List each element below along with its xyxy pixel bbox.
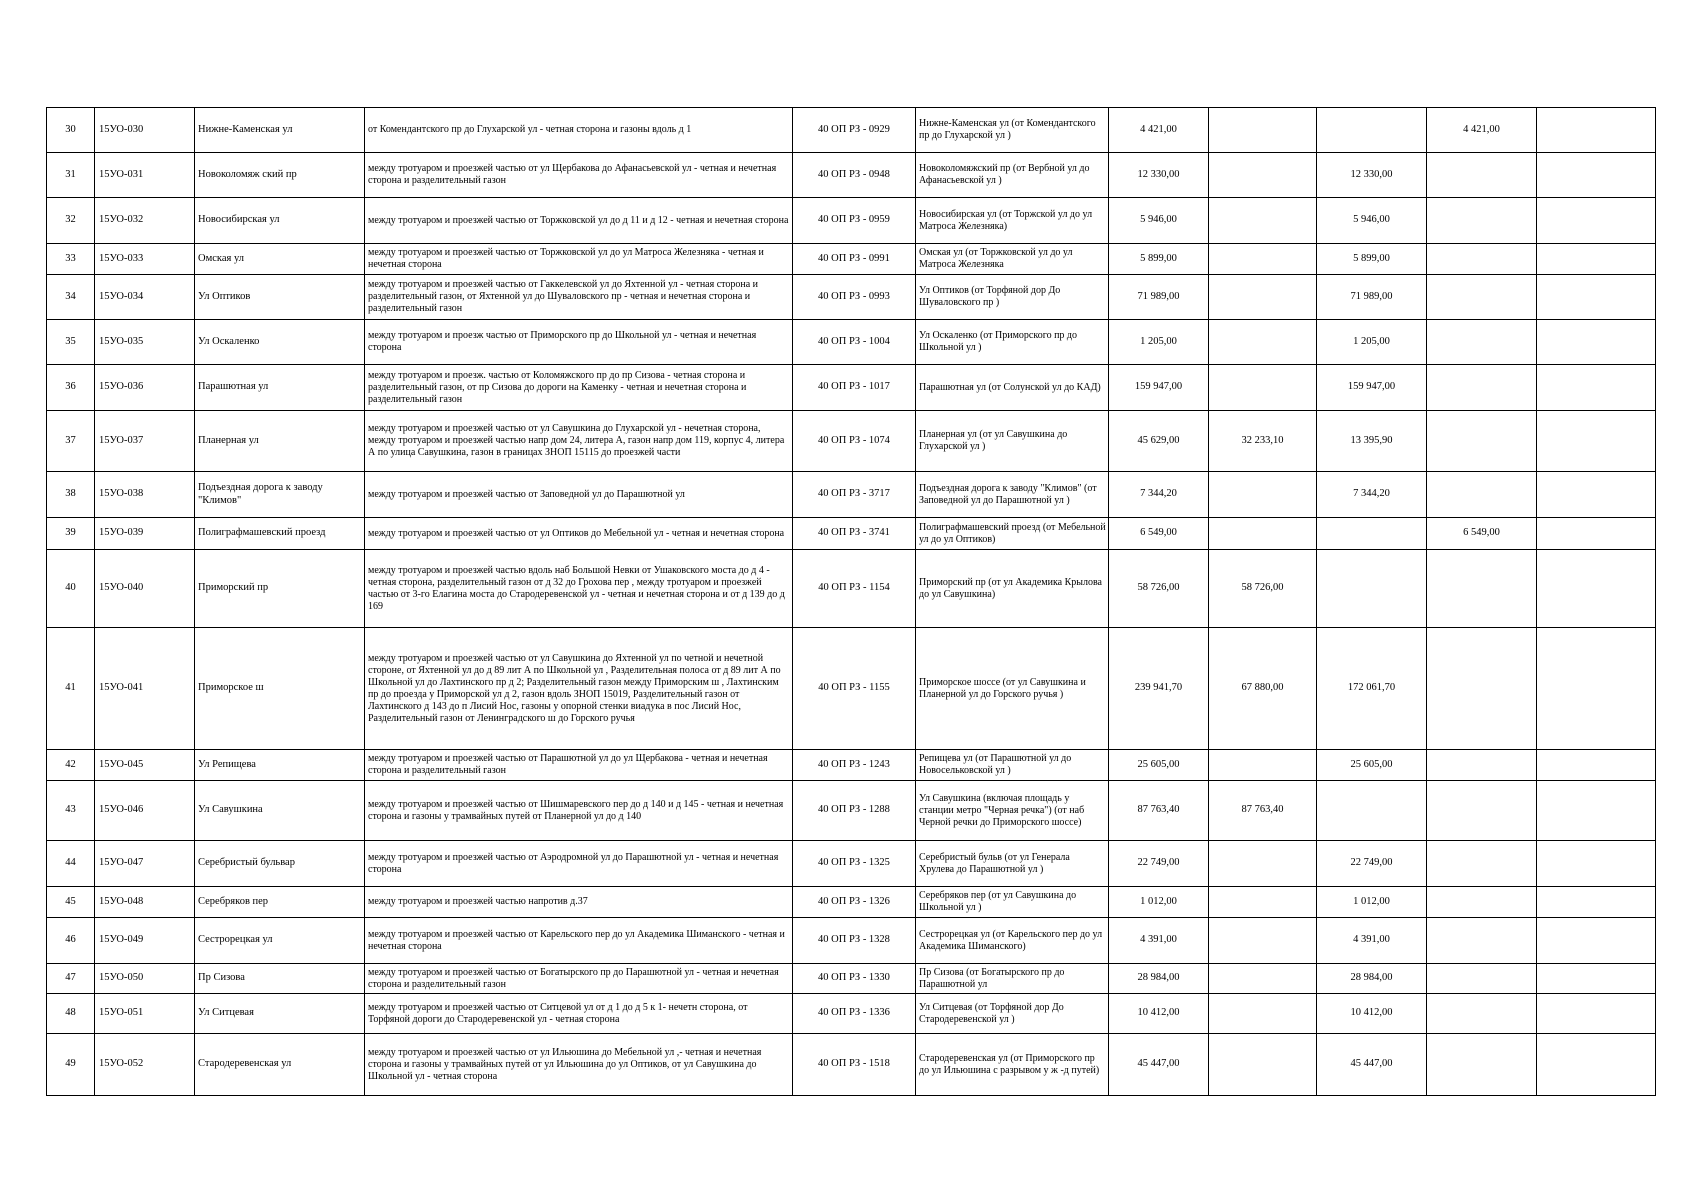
table-row <box>47 994 1656 1034</box>
total-area-cell: 87 763,40 <box>1109 781 1209 841</box>
row-number-cell: 35 <box>47 320 95 365</box>
area-value-cell-1 <box>1209 841 1317 887</box>
area-description-cell: между тротуаром и проезжей частью от Парашютной ул до ул Щербакова - четная и нечетная сторона и разделительный газон <box>365 750 793 781</box>
total-area-cell: 71 989,00 <box>1109 275 1209 320</box>
area-description-cell: между тротуаром и проезжей частью напротив д.37 <box>365 887 793 918</box>
area-value-cell-4 <box>1537 994 1656 1034</box>
street-name-cell: Новоколомяж ский пр <box>195 153 365 198</box>
total-area-cell: 45 629,00 <box>1109 411 1209 472</box>
area-value-cell-3 <box>1427 153 1537 198</box>
area-value-cell-1 <box>1209 994 1317 1034</box>
area-value-cell-2: 10 412,00 <box>1317 994 1427 1034</box>
object-code-cell: 15УО-050 <box>95 964 195 994</box>
area-value-cell-1 <box>1209 198 1317 244</box>
road-object-cell: Ул Оптиков (от Торфяной дор До Шуваловского пр ) <box>916 275 1109 320</box>
area-value-cell-4 <box>1537 108 1656 153</box>
area-value-cell-2 <box>1317 781 1427 841</box>
street-name-cell: Нижне-Каменская ул <box>195 108 365 153</box>
area-value-cell-4 <box>1537 153 1656 198</box>
area-value-cell-2: 159 947,00 <box>1317 365 1427 411</box>
street-name-cell: Ул Оскаленко <box>195 320 365 365</box>
area-description-cell: между тротуаром и проезжей частью от Торжковской ул до ул Матроса Железняка - четная и нечетная сторона <box>365 244 793 275</box>
area-description-cell: между тротуаром и проезжей частью от Богатырского пр до Парашютной ул - четная и нечетная сторона и разделительный газон <box>365 964 793 994</box>
row-number-cell: 34 <box>47 275 95 320</box>
area-value-cell-2: 1 205,00 <box>1317 320 1427 365</box>
area-value-cell-1 <box>1209 365 1317 411</box>
table-row <box>47 628 1656 750</box>
road-object-cell: Планерная ул (от ул Савушкина до Глухарской ул ) <box>916 411 1109 472</box>
area-description-cell: между тротуаром и проезж частью от Приморского пр до Школьной ул - четная и нечетная сторона <box>365 320 793 365</box>
street-name-cell: Сестрорецкая ул <box>195 918 365 964</box>
area-value-cell-3 <box>1427 964 1537 994</box>
street-name-cell: Приморский пр <box>195 550 365 628</box>
object-code-cell: 15УО-036 <box>95 365 195 411</box>
area-value-cell-4 <box>1537 244 1656 275</box>
area-value-cell-4 <box>1537 411 1656 472</box>
area-value-cell-4 <box>1537 198 1656 244</box>
area-value-cell-1 <box>1209 1034 1317 1096</box>
table-row <box>47 244 1656 275</box>
area-value-cell-2: 45 447,00 <box>1317 1034 1427 1096</box>
road-object-cell: Серебристый бульв (от ул Генерала Хрулева до Парашютной ул ) <box>916 841 1109 887</box>
area-value-cell-2: 28 984,00 <box>1317 964 1427 994</box>
area-value-cell-2: 25 605,00 <box>1317 750 1427 781</box>
area-value-cell-3 <box>1427 1034 1537 1096</box>
total-area-cell: 10 412,00 <box>1109 994 1209 1034</box>
row-number-cell: 37 <box>47 411 95 472</box>
street-name-cell: Омская ул <box>195 244 365 275</box>
document-sheet <box>46 107 1655 1096</box>
area-value-cell-2: 5 946,00 <box>1317 198 1427 244</box>
street-name-cell: Ул Ситцевая <box>195 994 365 1034</box>
area-value-cell-4 <box>1537 550 1656 628</box>
row-number-cell: 43 <box>47 781 95 841</box>
object-code-cell: 15УО-032 <box>95 198 195 244</box>
object-code-cell: 15УО-046 <box>95 781 195 841</box>
area-value-cell-1: 87 763,40 <box>1209 781 1317 841</box>
object-code-cell: 15УО-048 <box>95 887 195 918</box>
area-description-cell: между тротуаром и проезжей частью от ул Савушкина до Яхтенной ул по четной и нечетной стороне, от Яхтенной ул до д 89 лит А по Школьной ул , Разделительная полоса от д 89 лит А по Школьной ул до Лахтинского пр д 2; Разделительный газон между Приморским ш , Лахтинским пр до проезда у Приморской ул д 2, газон вдоль ЗНОП 15019, Разделительный газон от Лахтинского д 143 до п Лисий Нос, газоны у опорной стенки виадука в пос Лисий Нос, Разделительный газон от Ленинградского ш до Горского ручья <box>365 628 793 750</box>
row-number-cell: 38 <box>47 472 95 518</box>
road-object-cell: Пр Сизова (от Богатырского пр до Парашютной ул <box>916 964 1109 994</box>
registry-number-cell: 40 ОП РЗ - 1004 <box>793 320 916 365</box>
table-row <box>47 550 1656 628</box>
area-value-cell-3 <box>1427 887 1537 918</box>
area-value-cell-1: 32 233,10 <box>1209 411 1317 472</box>
area-value-cell-3 <box>1427 275 1537 320</box>
area-value-cell-2: 12 330,00 <box>1317 153 1427 198</box>
area-value-cell-4 <box>1537 918 1656 964</box>
area-value-cell-4 <box>1537 1034 1656 1096</box>
area-description-cell: между тротуаром и проезжей частью от Ситцевой ул от д 1 до д 5 к 1- нечетн сторона, от Торфяной дороги до Стародеревенской ул - четная сторона <box>365 994 793 1034</box>
object-code-cell: 15УО-045 <box>95 750 195 781</box>
area-value-cell-1 <box>1209 153 1317 198</box>
area-value-cell-3 <box>1427 918 1537 964</box>
street-name-cell: Приморское ш <box>195 628 365 750</box>
object-code-cell: 15УО-030 <box>95 108 195 153</box>
street-name-cell: Пр Сизова <box>195 964 365 994</box>
table-row <box>47 918 1656 964</box>
street-name-cell: Подъездная дорога к заводу "Климов" <box>195 472 365 518</box>
area-value-cell-1 <box>1209 244 1317 275</box>
street-name-cell: Ул Савушкина <box>195 781 365 841</box>
area-value-cell-3 <box>1427 750 1537 781</box>
object-code-cell: 15УО-051 <box>95 994 195 1034</box>
registry-number-cell: 40 ОП РЗ - 1243 <box>793 750 916 781</box>
street-name-cell: Ул Оптиков <box>195 275 365 320</box>
area-value-cell-2: 7 344,20 <box>1317 472 1427 518</box>
street-name-cell: Серебристый бульвар <box>195 841 365 887</box>
registry-number-cell: 40 ОП РЗ - 1155 <box>793 628 916 750</box>
area-description-cell: между тротуаром и проезжей частью от Торжковской ул до д 11 и д 12 - четная и нечетная сторона <box>365 198 793 244</box>
registry-number-cell: 40 ОП РЗ - 0948 <box>793 153 916 198</box>
area-value-cell-4 <box>1537 518 1656 550</box>
area-description-cell: между тротуаром и проезжей частью от ул Савушкина до Глухарской ул - нечетная сторона, между тротуаром и проезжей частью напр дом 24, литера А, газон напр дом 119, корпус 4, литера А по улица Савушкина, газон в границах ЗНОП 15115 до проезжей части <box>365 411 793 472</box>
area-value-cell-1 <box>1209 918 1317 964</box>
total-area-cell: 239 941,70 <box>1109 628 1209 750</box>
road-object-cell: Сестрорецкая ул (от Карельского пер до ул Академика Шиманского) <box>916 918 1109 964</box>
area-description-cell: между тротуаром и проезжей частью от Заповедной ул до Парашютной ул <box>365 472 793 518</box>
area-value-cell-2: 5 899,00 <box>1317 244 1427 275</box>
road-object-cell: Серебряков пер (от ул Савушкина до Школьной ул ) <box>916 887 1109 918</box>
road-object-cell: Ул Ситцевая (от Торфяной дор До Стародеревенской ул ) <box>916 994 1109 1034</box>
area-value-cell-2: 4 391,00 <box>1317 918 1427 964</box>
row-number-cell: 48 <box>47 994 95 1034</box>
area-value-cell-3 <box>1427 841 1537 887</box>
street-name-cell: Парашютная ул <box>195 365 365 411</box>
area-value-cell-3 <box>1427 365 1537 411</box>
object-code-cell: 15УО-034 <box>95 275 195 320</box>
street-name-cell: Стародеревенская ул <box>195 1034 365 1096</box>
area-value-cell-3 <box>1427 320 1537 365</box>
row-number-cell: 49 <box>47 1034 95 1096</box>
area-value-cell-4 <box>1537 275 1656 320</box>
total-area-cell: 4 391,00 <box>1109 918 1209 964</box>
total-area-cell: 6 549,00 <box>1109 518 1209 550</box>
street-name-cell: Полиграфмашевский проезд <box>195 518 365 550</box>
area-value-cell-4 <box>1537 781 1656 841</box>
table-row <box>47 1034 1656 1096</box>
area-value-cell-1 <box>1209 275 1317 320</box>
area-value-cell-3 <box>1427 244 1537 275</box>
object-code-cell: 15УО-052 <box>95 1034 195 1096</box>
road-object-cell: Ул Оскаленко (от Приморского пр до Школьной ул ) <box>916 320 1109 365</box>
table-row <box>47 275 1656 320</box>
area-value-cell-3 <box>1427 411 1537 472</box>
area-value-cell-2: 22 749,00 <box>1317 841 1427 887</box>
area-value-cell-3 <box>1427 994 1537 1034</box>
table-row <box>47 472 1656 518</box>
area-value-cell-1 <box>1209 472 1317 518</box>
total-area-cell: 28 984,00 <box>1109 964 1209 994</box>
registry-number-cell: 40 ОП РЗ - 1336 <box>793 994 916 1034</box>
row-number-cell: 42 <box>47 750 95 781</box>
area-value-cell-2 <box>1317 518 1427 550</box>
green-zone-table <box>46 107 1656 1096</box>
table-body <box>47 108 1656 1096</box>
road-object-cell: Приморский пр (от ул Академика Крылова до ул Савушкина) <box>916 550 1109 628</box>
area-value-cell-2: 71 989,00 <box>1317 275 1427 320</box>
registry-number-cell: 40 ОП РЗ - 3741 <box>793 518 916 550</box>
object-code-cell: 15УО-041 <box>95 628 195 750</box>
total-area-cell: 1 205,00 <box>1109 320 1209 365</box>
area-description-cell: между тротуаром и проезжей частью от Аэродромной ул до Парашютной ул - четная и нечетная сторона <box>365 841 793 887</box>
table-row <box>47 320 1656 365</box>
road-object-cell: Нижне-Каменская ул (от Комендантского пр до Глухарской ул ) <box>916 108 1109 153</box>
area-description-cell: между тротуаром и проезжей частью от Карельского пер до ул Академика Шиманского - четная и нечетная сторона <box>365 918 793 964</box>
registry-number-cell: 40 ОП РЗ - 0959 <box>793 198 916 244</box>
road-object-cell: Стародеревенская ул (от Приморского пр до ул Ильюшина с разрывом у ж -д путей) <box>916 1034 1109 1096</box>
area-value-cell-3: 6 549,00 <box>1427 518 1537 550</box>
road-object-cell: Новосибирская ул (от Торжской ул до ул Матроса Железняка) <box>916 198 1109 244</box>
area-description-cell: между тротуаром и проезж. частью от Коломяжского пр до пр Сизова - четная сторона и разделительный газон, от пр Сизова до дороги на Каменку - четная и нечетная сторона и разделительный газон <box>365 365 793 411</box>
area-value-cell-3 <box>1427 628 1537 750</box>
area-value-cell-1: 58 726,00 <box>1209 550 1317 628</box>
registry-number-cell: 40 ОП РЗ - 1330 <box>793 964 916 994</box>
area-value-cell-3 <box>1427 550 1537 628</box>
street-name-cell: Планерная ул <box>195 411 365 472</box>
object-code-cell: 15УО-039 <box>95 518 195 550</box>
area-value-cell-4 <box>1537 628 1656 750</box>
road-object-cell: Подъездная дорога к заводу "Климов" (от Заповедной ул до Парашютной ул ) <box>916 472 1109 518</box>
area-value-cell-4 <box>1537 472 1656 518</box>
registry-number-cell: 40 ОП РЗ - 3717 <box>793 472 916 518</box>
total-area-cell: 5 946,00 <box>1109 198 1209 244</box>
total-area-cell: 12 330,00 <box>1109 153 1209 198</box>
row-number-cell: 30 <box>47 108 95 153</box>
road-object-cell: Ул Савушкина (включая площадь у станции метро "Черная речка") (от наб Черной речки до Приморского шоссе) <box>916 781 1109 841</box>
object-code-cell: 15УО-037 <box>95 411 195 472</box>
row-number-cell: 46 <box>47 918 95 964</box>
object-code-cell: 15УО-035 <box>95 320 195 365</box>
area-value-cell-1 <box>1209 108 1317 153</box>
total-area-cell: 4 421,00 <box>1109 108 1209 153</box>
area-value-cell-3 <box>1427 781 1537 841</box>
area-value-cell-1 <box>1209 887 1317 918</box>
registry-number-cell: 40 ОП РЗ - 1328 <box>793 918 916 964</box>
area-value-cell-1 <box>1209 518 1317 550</box>
table-row <box>47 153 1656 198</box>
table-row <box>47 887 1656 918</box>
registry-number-cell: 40 ОП РЗ - 1074 <box>793 411 916 472</box>
total-area-cell: 45 447,00 <box>1109 1034 1209 1096</box>
table-row <box>47 411 1656 472</box>
table-row <box>47 365 1656 411</box>
area-value-cell-4 <box>1537 887 1656 918</box>
object-code-cell: 15УО-031 <box>95 153 195 198</box>
registry-number-cell: 40 ОП РЗ - 1325 <box>793 841 916 887</box>
total-area-cell: 58 726,00 <box>1109 550 1209 628</box>
area-value-cell-2: 172 061,70 <box>1317 628 1427 750</box>
row-number-cell: 33 <box>47 244 95 275</box>
object-code-cell: 15УО-038 <box>95 472 195 518</box>
total-area-cell: 5 899,00 <box>1109 244 1209 275</box>
area-value-cell-2 <box>1317 550 1427 628</box>
area-description-cell: между тротуаром и проезжей частью вдоль наб Большой Невки от Ушаковского моста до д 4 - четная сторона, разделительный газон от д 32 до Грохова пер , между тротуаром и проезжей частью от 3-го Елагина моста до Стародеревенской ул - четная и нечетная сторона и от д 139 до д 169 <box>365 550 793 628</box>
area-description-cell: от Комендантского пр до Глухарской ул - четная сторона и газоны вдоль д 1 <box>365 108 793 153</box>
table-row <box>47 108 1656 153</box>
road-object-cell: Омская ул (от Торжковской ул до ул Матроса Железняка <box>916 244 1109 275</box>
area-value-cell-1 <box>1209 750 1317 781</box>
registry-number-cell: 40 ОП РЗ - 1518 <box>793 1034 916 1096</box>
road-object-cell: Приморское шоссе (от ул Савушкина и Планерной ул до Горского ручья ) <box>916 628 1109 750</box>
area-description-cell: между тротуаром и проезжей частью от Гаккелевской ул до Яхтенной ул - четная сторона и разделительный газон, от Яхтенной ул до Шуваловского пр - четная и нечетная сторона и разделительный газон <box>365 275 793 320</box>
object-code-cell: 15УО-040 <box>95 550 195 628</box>
area-value-cell-4 <box>1537 365 1656 411</box>
total-area-cell: 1 012,00 <box>1109 887 1209 918</box>
registry-number-cell: 40 ОП РЗ - 0991 <box>793 244 916 275</box>
row-number-cell: 44 <box>47 841 95 887</box>
area-value-cell-1 <box>1209 964 1317 994</box>
row-number-cell: 47 <box>47 964 95 994</box>
area-value-cell-2: 1 012,00 <box>1317 887 1427 918</box>
area-value-cell-4 <box>1537 964 1656 994</box>
table-row <box>47 964 1656 994</box>
registry-number-cell: 40 ОП РЗ - 0929 <box>793 108 916 153</box>
area-description-cell: между тротуаром и проезжей частью от ул Оптиков до Мебельной ул - четная и нечетная сторона <box>365 518 793 550</box>
row-number-cell: 31 <box>47 153 95 198</box>
area-description-cell: между тротуаром и проезжей частью от ул Щербакова до Афанасьевской ул - четная и нечетная сторона и разделительный газон <box>365 153 793 198</box>
object-code-cell: 15УО-033 <box>95 244 195 275</box>
row-number-cell: 32 <box>47 198 95 244</box>
area-description-cell: между тротуаром и проезжей частью от Шишмаревского пер до д 140 и д 145 - четная и нечетная сторона и газоны у трамвайных путей от Планерной ул до д 140 <box>365 781 793 841</box>
area-value-cell-3: 4 421,00 <box>1427 108 1537 153</box>
row-number-cell: 41 <box>47 628 95 750</box>
road-object-cell: Полиграфмашевский проезд (от Мебельной ул до ул Оптиков) <box>916 518 1109 550</box>
road-object-cell: Новоколомяжский пр (от Вербной ул до Афанасьевской ул ) <box>916 153 1109 198</box>
area-value-cell-4 <box>1537 750 1656 781</box>
table-row <box>47 750 1656 781</box>
table-row <box>47 781 1656 841</box>
object-code-cell: 15УО-047 <box>95 841 195 887</box>
street-name-cell: Новосибирская ул <box>195 198 365 244</box>
area-value-cell-2 <box>1317 108 1427 153</box>
total-area-cell: 159 947,00 <box>1109 365 1209 411</box>
total-area-cell: 25 605,00 <box>1109 750 1209 781</box>
area-value-cell-4 <box>1537 320 1656 365</box>
area-value-cell-3 <box>1427 198 1537 244</box>
object-code-cell: 15УО-049 <box>95 918 195 964</box>
area-value-cell-1: 67 880,00 <box>1209 628 1317 750</box>
area-value-cell-4 <box>1537 841 1656 887</box>
total-area-cell: 22 749,00 <box>1109 841 1209 887</box>
registry-number-cell: 40 ОП РЗ - 0993 <box>793 275 916 320</box>
table-row <box>47 198 1656 244</box>
row-number-cell: 45 <box>47 887 95 918</box>
area-description-cell: между тротуаром и проезжей частью от ул Ильюшина до Мебельной ул ,- четная и нечетная сторона и газоны у трамвайных путей от ул Ильюшина до ул Оптиков, от ул Савушкина до Школьной ул - четная сторона <box>365 1034 793 1096</box>
street-name-cell: Серебряков пер <box>195 887 365 918</box>
street-name-cell: Ул Репищева <box>195 750 365 781</box>
row-number-cell: 39 <box>47 518 95 550</box>
row-number-cell: 36 <box>47 365 95 411</box>
registry-number-cell: 40 ОП РЗ - 1154 <box>793 550 916 628</box>
table-row <box>47 518 1656 550</box>
registry-number-cell: 40 ОП РЗ - 1288 <box>793 781 916 841</box>
road-object-cell: Парашютная ул (от Солунской ул до КАД) <box>916 365 1109 411</box>
total-area-cell: 7 344,20 <box>1109 472 1209 518</box>
row-number-cell: 40 <box>47 550 95 628</box>
table-row <box>47 841 1656 887</box>
registry-number-cell: 40 ОП РЗ - 1326 <box>793 887 916 918</box>
registry-number-cell: 40 ОП РЗ - 1017 <box>793 365 916 411</box>
area-value-cell-3 <box>1427 472 1537 518</box>
road-object-cell: Репищева ул (от Парашютной ул до Новосельковской ул ) <box>916 750 1109 781</box>
area-value-cell-1 <box>1209 320 1317 365</box>
area-value-cell-2: 13 395,90 <box>1317 411 1427 472</box>
